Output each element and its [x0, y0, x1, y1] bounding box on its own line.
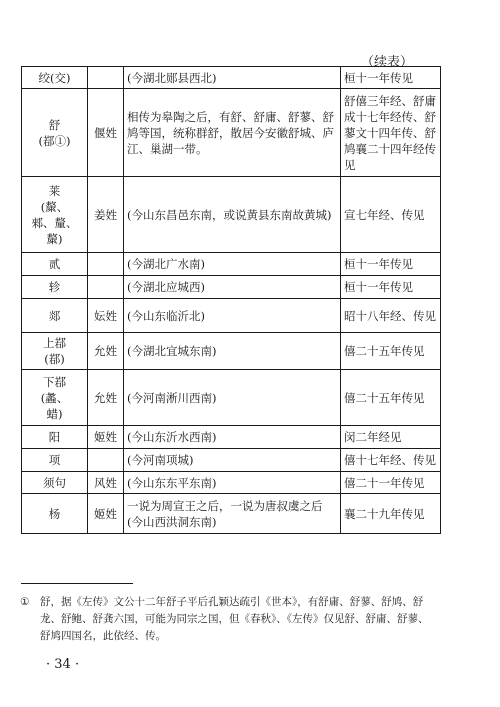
- surname-cell: 姜姓: [88, 177, 124, 253]
- source-cell: 桓十一年传见: [341, 67, 441, 89]
- surname-cell: 允姓: [88, 370, 124, 426]
- surname-cell: [88, 449, 124, 472]
- table-row: [22, 333, 441, 370]
- table-row: [22, 67, 441, 89]
- location-cell: 一说为周宣王之后，一说为唐叔虞之后(今山西洪洞东南): [124, 494, 341, 534]
- state-name: 莱 (斄、 郲、釐、 斄): [22, 177, 88, 253]
- location-cell: (今河南淅川西南): [124, 370, 341, 426]
- state-name: 须句: [22, 472, 88, 494]
- table-row: [22, 449, 441, 472]
- state-name: 郯: [22, 299, 88, 333]
- table-row: [22, 494, 441, 534]
- table-row: [22, 426, 441, 449]
- location-cell: (今湖北应城西): [124, 276, 341, 299]
- location-cell: (今湖北广水南): [124, 253, 341, 276]
- source-cell: 桓十一年传见: [341, 253, 441, 276]
- table-row: [22, 276, 441, 299]
- surname-cell: 妘姓: [88, 299, 124, 333]
- surname-cell: 姬姓: [88, 426, 124, 449]
- footnote-mark: ①: [20, 596, 30, 608]
- location-cell: (今山东沂水西南): [124, 426, 341, 449]
- surname-cell: 姬姓: [88, 494, 124, 534]
- state-name: 绞(交): [22, 67, 88, 89]
- state-name: 项: [22, 449, 88, 472]
- page-number: · 34 ·: [46, 657, 80, 672]
- table-row: [22, 253, 441, 276]
- source-cell: 僖二十一年传见: [341, 472, 441, 494]
- table-row: [22, 370, 441, 426]
- surname-cell: [88, 67, 124, 89]
- source-cell: 闵二年经见: [341, 426, 441, 449]
- location-cell: (今山东昌邑东南，或说黄县东南故黄城): [124, 177, 341, 253]
- state-table: [21, 66, 441, 534]
- surname-cell: 风姓: [88, 472, 124, 494]
- source-cell: 桓十一年传见: [341, 276, 441, 299]
- footnote: [20, 594, 435, 645]
- table-row: [22, 299, 441, 333]
- state-name: 杨: [22, 494, 88, 534]
- table-row: [22, 89, 441, 177]
- continued-label: （续表）: [361, 55, 414, 70]
- table-row: [22, 177, 441, 253]
- state-name: 舒 (鄀①): [22, 89, 88, 177]
- source-cell: 僖十七年经、传见: [341, 449, 441, 472]
- source-cell: 宣七年经、传见: [341, 177, 441, 253]
- state-name: 轸: [22, 276, 88, 299]
- surname-cell: [88, 253, 124, 276]
- surname-cell: 偃姓: [88, 89, 124, 177]
- surname-cell: [88, 276, 124, 299]
- source-cell: 僖二十五年传见: [341, 333, 441, 370]
- location-cell: (今山东东平东南): [124, 472, 341, 494]
- footnote-text: 舒，据《左传》文公十二年舒子平后孔颖达疏引《世本》，有舒庸、舒蓼、舒鸠、舒龙、舒鲍、舒龚六国，可能为同宗之国，但《春秋》、《左传》仅见舒、舒庸、舒蓼、舒鸠四国名，此依经、传。: [40, 596, 429, 642]
- footnote-rule: [21, 583, 133, 584]
- location-cell: (今湖北郧县西北): [124, 67, 341, 89]
- location-cell: (今河南项城): [124, 449, 341, 472]
- location-cell: (今山东临沂北): [124, 299, 341, 333]
- state-name: 上鄀 (鄀): [22, 333, 88, 370]
- source-cell: 昭十八年经、传见: [341, 299, 441, 333]
- source-cell: 僖二十五年传见: [341, 370, 441, 426]
- source-cell: 舒僖三年经、舒庸成十七年经传、舒蓼文十四年传、舒鸠襄二十四年经传见: [341, 89, 441, 177]
- surname-cell: 允姓: [88, 333, 124, 370]
- state-name: 下鄀 (蠡、 蜡): [22, 370, 88, 426]
- state-name: 贰: [22, 253, 88, 276]
- table-row: [22, 472, 441, 494]
- state-table-body: [22, 67, 441, 534]
- state-name: 阳: [22, 426, 88, 449]
- source-cell: 襄二十九年传见: [341, 494, 441, 534]
- location-cell: (今湖北宜城东南): [124, 333, 341, 370]
- location-cell: 相传为皋陶之后，有舒、舒庸、舒蓼、舒鸠等国，统称群舒，散居今安徽舒城、庐江、巢湖一带。: [124, 89, 341, 177]
